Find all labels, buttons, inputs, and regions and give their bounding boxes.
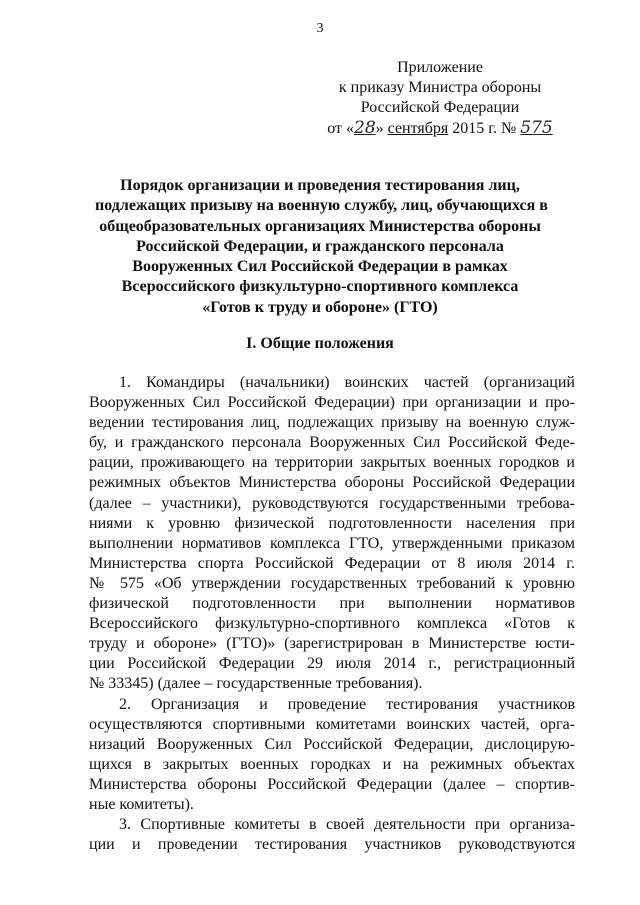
order-year: 2015 г. № <box>452 120 517 137</box>
text-line: (далее – участники), руководствуются государственными требова- <box>89 494 575 512</box>
text-line: ные комитеты). <box>89 795 194 813</box>
appendix-header <box>300 58 580 139</box>
title-line: Российской Федерации, и гражданского персонала <box>136 237 504 255</box>
text-line: ниями к уровню физической подготовленности населения при <box>89 514 575 532</box>
title-line: «Готов к труду и обороне» (ГТО) <box>202 298 438 316</box>
text-line: ции и проведении тестирования участников руководствуются <box>89 836 575 854</box>
title-line: подлежащих призыву на военную службу, лиц, обучающихся в <box>95 197 548 215</box>
text-line: Всероссийского физкультурно-спортивного комплекса «Готов к <box>89 615 575 633</box>
text-line: низаций Вооруженных Сил Российской Федерации, дислоцирую- <box>89 735 575 753</box>
text-line: Министерства спорта Российской Федерации от 8 июля 2014 г. <box>89 554 575 572</box>
body-text <box>89 373 575 855</box>
order-date-line <box>300 118 580 139</box>
paragraph-3 <box>89 815 575 855</box>
order-number-handwritten: 575 <box>520 118 553 138</box>
text-line: щихся в закрытых военных городках и на режимных объектах <box>89 755 575 773</box>
text-line: 1. Командиры (начальники) воинских частей (организаций <box>119 374 575 391</box>
text-line: ведении тестирования лиц, подлежащих призыву на военную служ- <box>89 414 575 432</box>
paragraph-2 <box>89 695 575 816</box>
order-day-handwritten: 28 <box>354 118 376 138</box>
text-line: выполнении нормативов комплекса ГТО, утвержденными приказом <box>89 534 575 552</box>
text-line: режимных объектов Министерства обороны Российской Федерации <box>89 474 575 492</box>
text-line: 2. Организация и проведение тестирования участников <box>119 695 575 713</box>
order-prefix: от « <box>327 120 355 137</box>
text-line: Министерства обороны Российской Федерации (далее – спортив- <box>89 775 575 793</box>
title-line: Всероссийского физкультурно-спортивного комплекса <box>121 278 519 296</box>
text-line: Вооруженных Сил Российской Федерации) при организации и про- <box>89 394 575 412</box>
paragraph-1 <box>89 373 575 695</box>
title-line: Порядок организации и проведения тестирования лиц, <box>120 177 520 194</box>
text-line: осуществляются спортивными комитетами воинских частей, орга- <box>89 715 575 733</box>
text-line: физической подготовленности при выполнении нормативов <box>89 595 575 613</box>
text-line: ции Российской Федерации 29 июля 2014 г., регистрационный <box>89 655 575 673</box>
page-number: 3 <box>316 21 324 36</box>
appendix-label: Приложение <box>397 59 483 76</box>
text-line: 3. Спортивные комитеты в своей деятельности при организа- <box>119 816 575 834</box>
title-line: общеобразовательных организациях Министерства обороны <box>99 217 541 235</box>
document-title <box>95 176 548 318</box>
text-line: № 33345) (далее – государственные требования). <box>89 675 423 693</box>
appendix-federation: Российской Федерации <box>360 99 520 116</box>
order-month: сентября <box>387 120 449 137</box>
order-quote-close: » <box>375 120 384 137</box>
text-line: труду и обороне» (ГТО)» (зарегистрирован в Министерстве юсти- <box>89 635 575 653</box>
text-line: рации, проживающего на территории закрытых военных городков и <box>89 454 575 472</box>
section-heading: I. Общие положения <box>246 335 394 352</box>
appendix-order-ref: к приказу Министра обороны <box>338 79 542 96</box>
title-line: Вооруженных Сил Российской Федерации в рамках <box>132 258 508 276</box>
text-line: бу, и гражданского персонала Вооруженных Сил Российской Феде- <box>89 434 575 452</box>
text-line: № 575 «Об утверждении государственных требований к уровню <box>89 574 575 592</box>
